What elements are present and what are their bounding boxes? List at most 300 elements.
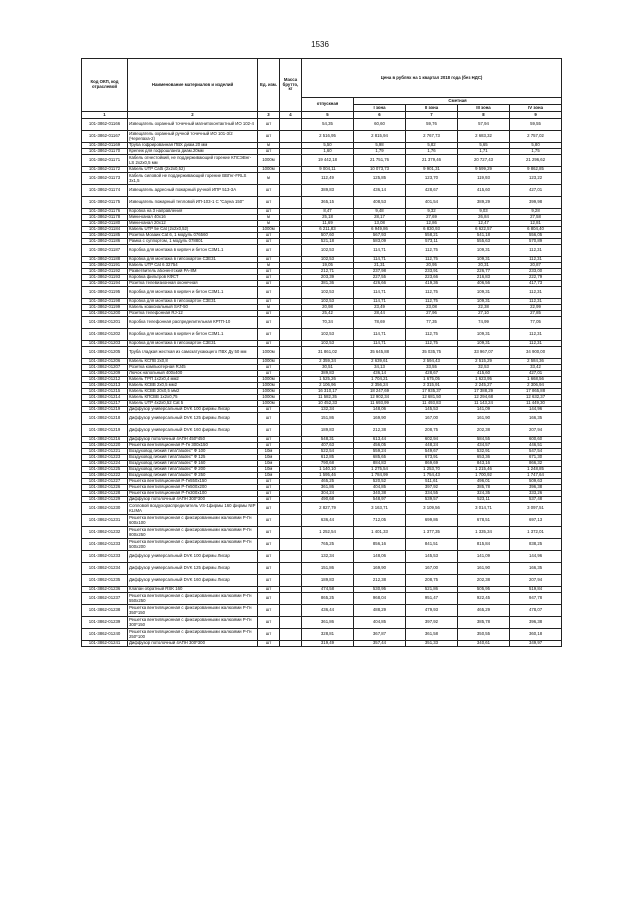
cell-code: 101-3862-01176 [82, 209, 128, 215]
cell-release-price: 19 442,18 [302, 155, 354, 167]
cell-name: Кабель UTP 4х2х0,52 Cat 5 [128, 401, 258, 407]
cell-zone-1-price: 1 275,54 [354, 467, 406, 473]
cell-release-price: 8,47 [302, 209, 354, 215]
cell-unit: 1000м [258, 227, 280, 233]
table-row [82, 173, 562, 185]
cell-code: 101-3862-01230 [82, 503, 128, 515]
column-number: 8 [458, 112, 510, 119]
cell-name: Розетка телефонная RJ-12 [128, 311, 258, 317]
cell-zone-3-price: 584,55 [458, 437, 510, 443]
cell-zone-2-price: 602,94 [406, 437, 458, 443]
cell-name: Коробка для монтажа в гипсокартон СЗЕ31 [128, 257, 258, 263]
cell-release-price: 365,15 [302, 197, 354, 209]
cell-zone-1-price: 559,24 [354, 449, 406, 455]
header-code: Код ОКП, код отраслевой [82, 59, 128, 112]
cell-zone-4-price: 77,05 [510, 317, 562, 329]
cell-name: Решетка вентиляционная с фиксированными жалюзями Р-Гн 250*100 [128, 629, 258, 641]
cell-unit: шт [258, 575, 280, 587]
cell-release-price: 1 525,26 [302, 377, 354, 383]
cell-unit: 1000м [258, 347, 280, 359]
cell-mass [280, 287, 302, 299]
cell-code: 101-3862-01236 [82, 587, 128, 593]
cell-code: 101-3862-01218 [82, 413, 128, 425]
cell-release-price: 436,44 [302, 605, 354, 617]
cell-zone-3-price: 1 215,46 [458, 467, 510, 473]
cell-zone-3-price: 3 014,71 [458, 503, 510, 515]
cell-unit: 10м [258, 449, 280, 455]
cell-code: 101-3862-01167 [82, 131, 128, 143]
cell-zone-4-price: 144,96 [510, 407, 562, 413]
cell-zone-2-price: 208,75 [406, 425, 458, 437]
cell-release-price: 407,63 [302, 443, 354, 449]
cell-code: 101-3862-01217 [82, 401, 128, 407]
cell-zone-3-price: 109,31 [458, 257, 510, 263]
cell-zone-4-price: 519,84 [510, 587, 562, 593]
cell-zone-2-price: 9 901,31 [406, 167, 458, 173]
cell-code: 101-3862-01201 [82, 317, 128, 329]
cell-zone-1-price: 35 645,88 [354, 347, 406, 359]
cell-mass [280, 551, 302, 563]
cell-unit: шт [258, 317, 280, 329]
cell-unit: 1000м [258, 383, 280, 389]
cell-release-price: 19,05 [302, 263, 354, 269]
cell-zone-1-price: 60,60 [354, 119, 406, 131]
cell-name: Кабель ТРП 1х2х0,4 мм2 [128, 377, 258, 383]
cell-zone-2-price: 21 379,46 [406, 155, 458, 167]
cell-zone-4-price: 671,30 [510, 455, 562, 461]
cell-zone-4-price: 349,97 [510, 641, 562, 647]
cell-code: 101-3862-01193 [82, 275, 128, 281]
cell-zone-2-price: 699,86 [406, 515, 458, 527]
table-row [82, 245, 562, 257]
table-row [82, 227, 562, 233]
cell-zone-1-price: 3 163,71 [354, 503, 406, 515]
table-row [82, 575, 562, 587]
cell-zone-1-price: 148,06 [354, 407, 406, 413]
cell-code: 101-3862-01207 [82, 365, 128, 371]
cell-code: 101-3862-01198 [82, 299, 128, 305]
table-row [82, 503, 562, 515]
cell-zone-4-price: 166,35 [510, 563, 562, 575]
cell-zone-2-price: 77,35 [406, 317, 458, 329]
cell-code: 101-3862-01220 [82, 443, 128, 449]
table-row [82, 437, 562, 443]
cell-release-price: 636,44 [302, 515, 354, 527]
header-price-title: Цена в рублях на 1 квартал 2018 года (без НДС) [302, 59, 562, 98]
table-body [82, 119, 562, 647]
cell-zone-1-price: 968,04 [354, 593, 406, 605]
cell-mass [280, 575, 302, 587]
header-zone-3: III зона [458, 105, 510, 112]
cell-zone-3-price: 141,09 [458, 407, 510, 413]
cell-zone-4-price: 17 865,88 [510, 389, 562, 395]
cell-unit: шт [258, 425, 280, 437]
cell-zone-3-price: 465,29 [458, 605, 510, 617]
cell-release-price: 189,83 [302, 425, 354, 437]
cell-zone-2-price: 951,47 [406, 593, 458, 605]
cell-zone-3-price: 555,63 [458, 239, 510, 245]
cell-zone-1-price: 125,85 [354, 173, 406, 185]
cell-unit: 1000м [258, 395, 280, 401]
cell-zone-3-price: 523,11 [458, 497, 510, 503]
cell-zone-1-price: 227,55 [354, 275, 406, 281]
cell-zone-1-price: 21 751,76 [354, 155, 406, 167]
cell-release-price: 102,53 [302, 299, 354, 305]
cell-code: 101-3862-01205 [82, 347, 128, 359]
cell-zone-2-price: 123,70 [406, 173, 458, 185]
cell-release-price: 11 582,35 [302, 395, 354, 401]
cell-name: Диффузор потолочный 4АПН 300*300 [128, 497, 258, 503]
cell-zone-4-price: 2 584,36 [510, 359, 562, 365]
cell-zone-2-price: 1 377,35 [406, 527, 458, 539]
cell-unit: шт [258, 185, 280, 197]
cell-zone-2-price: 112,75 [406, 329, 458, 341]
cell-name: Коробка для монтажа в гипсокартон СЗЕ31 [128, 299, 258, 305]
cell-zone-1-price: 436,14 [354, 185, 406, 197]
table-row [82, 641, 562, 647]
cell-mass [280, 317, 302, 329]
cell-unit: шт [258, 437, 280, 443]
cell-name: Коробка телефонная распределительная КРТП-10 [128, 317, 258, 329]
cell-zone-4-price: 1 372,01 [510, 527, 562, 539]
header-zone-4: IV зона [510, 105, 562, 112]
table-row [82, 299, 562, 305]
cell-unit: 1000м [258, 359, 280, 365]
cell-zone-3-price: 406,56 [458, 281, 510, 287]
cell-name: Решетка вентиляционная Р-Гн300х100 [128, 491, 258, 497]
table-row [82, 407, 562, 413]
cell-zone-1-price: 884,83 [354, 461, 406, 467]
cell-zone-2-price: 549,67 [406, 449, 458, 455]
cell-unit: шт [258, 311, 280, 317]
cell-release-price: 361,86 [302, 485, 354, 491]
cell-code: 101-3862-01188 [82, 257, 128, 263]
cell-release-price: 189,83 [302, 575, 354, 587]
cell-release-price: 507,60 [302, 233, 354, 239]
cell-zone-3-price: 32,53 [458, 365, 510, 371]
cell-mass [280, 131, 302, 143]
cell-unit: шт [258, 209, 280, 215]
cell-zone-1-price: 9,48 [354, 209, 406, 215]
cell-code: 101-3862-01216 [82, 437, 128, 443]
cell-code: 101-3862-01203 [82, 341, 128, 347]
cell-mass [280, 641, 302, 647]
cell-zone-4-price: 427,01 [510, 371, 562, 377]
cell-mass [280, 629, 302, 641]
cell-zone-4-price: 1 248,85 [510, 467, 562, 473]
cell-unit: м [258, 215, 280, 221]
cell-name: Кабель UTP Cat5 (2х2х0,52) [128, 167, 258, 173]
cell-release-price: 102,53 [302, 245, 354, 257]
cell-release-price: 474,58 [302, 587, 354, 593]
cell-release-price: 203,39 [302, 275, 354, 281]
cell-zone-4-price: 556,05 [510, 233, 562, 239]
cell-zone-1-price: 212,38 [354, 425, 406, 437]
cell-zone-4-price: 446,51 [510, 443, 562, 449]
cell-zone-1-price: 78,69 [354, 317, 406, 329]
cell-zone-1-price: 5,98 [354, 143, 406, 149]
cell-zone-3-price: 1 700,92 [458, 473, 510, 479]
table-row [82, 497, 562, 503]
cell-code: 101-3862-01195 [82, 287, 128, 299]
cell-zone-3-price: 415,60 [458, 185, 510, 197]
cell-zone-2-price: 1 675,05 [406, 377, 458, 383]
cell-unit: шт [258, 641, 280, 647]
cell-zone-2-price: 1 253,70 [406, 467, 458, 473]
cell-mass [280, 119, 302, 131]
cell-zone-2-price: 448,24 [406, 443, 458, 449]
cell-zone-3-price: 9 599,29 [458, 167, 510, 173]
cell-zone-3-price: 27,10 [458, 311, 510, 317]
table-row [82, 593, 562, 605]
cell-zone-2-price: 11 493,83 [406, 401, 458, 407]
cell-unit: шт [258, 299, 280, 305]
cell-name: Диффузор универсальный DVK 100 фирмы Лисар [128, 407, 258, 413]
cell-name: Решетка вентиляционная Р-Гн500х200 [128, 485, 258, 491]
cell-unit: шт [258, 563, 280, 575]
cell-zone-4-price: 207,94 [510, 575, 562, 587]
cell-zone-1-price: 488,29 [354, 605, 406, 617]
cell-mass [280, 347, 302, 359]
cell-zone-1-price: 367,87 [354, 629, 406, 641]
cell-zone-4-price: 547,54 [510, 449, 562, 455]
table-row [82, 539, 562, 551]
cell-release-price: 304,24 [302, 491, 354, 497]
cell-zone-2-price: 479,93 [406, 605, 458, 617]
cell-zone-2-price: 20,95 [406, 263, 458, 269]
cell-zone-2-price: 12,86 [406, 221, 458, 227]
cell-release-price: 151,86 [302, 413, 354, 425]
cell-zone-4-price: 21 296,62 [510, 155, 562, 167]
cell-unit: шт [258, 281, 280, 287]
cell-zone-2-price: 2 594,43 [406, 359, 458, 365]
cell-zone-3-price: 109,31 [458, 287, 510, 299]
cell-zone-1-price: 583,09 [354, 239, 406, 245]
cell-zone-4-price: 2 757,02 [510, 131, 562, 143]
cell-mass [280, 329, 302, 341]
table-row [82, 275, 562, 281]
cell-code: 101-3862-01202 [82, 329, 128, 341]
cell-name: Извещатель охранный точечный магнитоконтактный ИО 102-4 [128, 119, 258, 131]
table-row [82, 185, 562, 197]
cell-release-price: 328,81 [302, 629, 354, 641]
cell-zone-3-price: 350,55 [458, 629, 510, 641]
cell-release-price: 548,31 [302, 437, 354, 443]
cell-code: 101-3862-01221 [82, 449, 128, 455]
cell-name: Извещатель охранный ручной точечный ИО 101-3/2 (Черепаха-2) [128, 131, 258, 143]
cell-zone-2-price: 334,55 [406, 491, 458, 497]
cell-code: 101-3862-01187 [82, 245, 128, 257]
cell-zone-3-price: 20 727,43 [458, 155, 510, 167]
cell-code: 101-3862-01235 [82, 575, 128, 587]
cell-zone-1-price: 114,71 [354, 287, 406, 299]
cell-zone-3-price: 202,38 [458, 425, 510, 437]
cell-zone-2-price: 112,75 [406, 341, 458, 347]
cell-mass [280, 245, 302, 257]
cell-zone-3-price: 109,31 [458, 299, 510, 305]
cell-name: Воздуховод гибкий типа"aludec" Ф 200 [128, 467, 258, 473]
cell-zone-2-price: 145,53 [406, 551, 458, 563]
cell-code: 101-3862-01171 [82, 155, 128, 167]
cell-unit: шт [258, 131, 280, 143]
cell-zone-1-price: 114,71 [354, 245, 406, 257]
cell-zone-2-price: 167,00 [406, 413, 458, 425]
cell-name: Диффузор потолочный 4АПН 450*450 [128, 437, 258, 443]
cell-zone-1-price: 148,06 [354, 551, 406, 563]
cell-zone-1-price: 1 704,21 [354, 377, 406, 383]
cell-zone-2-price: 145,53 [406, 407, 458, 413]
cell-zone-4-price: 360,18 [510, 629, 562, 641]
column-number: 5 [302, 112, 354, 119]
cell-release-price: 11,69 [302, 221, 354, 227]
cell-release-price: 389,83 [302, 371, 354, 377]
cell-zone-3-price: 109,31 [458, 245, 510, 257]
cell-zone-1-price: 114,71 [354, 341, 406, 347]
cell-name: Воздуховод гибкий типа"aludec" Ф 250 [128, 473, 258, 479]
table-row [82, 119, 562, 131]
cell-release-price: 381,36 [302, 281, 354, 287]
cell-zone-4-price: 112,31 [510, 245, 562, 257]
table-row [82, 329, 562, 341]
cell-code: 101-3862-01186 [82, 239, 128, 245]
table-row [82, 155, 562, 167]
cell-unit: шт [258, 239, 280, 245]
cell-name: Кабель КСВВ 2х0,5 мм2 [128, 383, 258, 389]
cell-zone-1-price: 28,17 [354, 215, 406, 221]
cell-zone-3-price: 161,90 [458, 563, 510, 575]
table-row [82, 449, 562, 455]
table-row [82, 551, 562, 563]
cell-code: 101-3862-01233 [82, 539, 128, 551]
cell-code: 101-3862-01232 [82, 527, 128, 539]
cell-zone-2-price: 521,86 [406, 587, 458, 593]
table-row [82, 425, 562, 437]
cell-unit: шт [258, 413, 280, 425]
cell-release-price: 765,25 [302, 539, 354, 551]
table-row [82, 473, 562, 479]
cell-code: 101-3862-01240 [82, 629, 128, 641]
cell-name: Решетка вентиляционная Р-Гн550х150 [128, 479, 258, 485]
cell-zone-2-price: 539,57 [406, 497, 458, 503]
table-row [82, 389, 562, 395]
cell-name: Кабель силовой не поддерживающий горение ВВГнг-FRLS 3х1,5 [128, 173, 258, 185]
cell-release-price: 102,53 [302, 329, 354, 341]
cell-zone-4-price: 27,58 [510, 215, 562, 221]
cell-name: Диффузор универсальный DVK 125 фирмы Лисар [128, 413, 258, 425]
cell-code: 101-3862-01174 [82, 185, 128, 197]
column-number-row [82, 112, 562, 119]
cell-zone-3-price: 9,03 [458, 209, 510, 215]
table-row [82, 629, 562, 641]
cell-release-price: 16 310,17 [302, 389, 354, 395]
cell-zone-4-price: 2 306,94 [510, 383, 562, 389]
cell-mass [280, 173, 302, 185]
cell-unit: м [258, 263, 280, 269]
cell-zone-2-price: 112,75 [406, 287, 458, 299]
cell-zone-4-price: 866,32 [510, 461, 562, 467]
cell-unit: шт [258, 371, 280, 377]
cell-zone-1-price: 685,65 [354, 455, 406, 461]
cell-zone-3-price: 12,47 [458, 221, 510, 227]
cell-zone-2-price: 397,92 [406, 485, 458, 491]
cell-code: 101-3862-01226 [82, 485, 128, 491]
cell-release-price: 521,18 [302, 239, 354, 245]
cell-unit: шт [258, 365, 280, 371]
cell-zone-2-price: 428,67 [406, 185, 458, 197]
cell-zone-4-price: 207,94 [510, 425, 562, 437]
cell-zone-3-price: 202,38 [458, 575, 510, 587]
cell-mass [280, 605, 302, 617]
table-row [82, 455, 562, 461]
cell-code: 101-3862-01219 [82, 407, 128, 413]
cell-zone-2-price: 419,36 [406, 281, 458, 287]
cell-code: 101-3862-01184 [82, 227, 128, 233]
cell-name: Кабель UTP 5е Cat (2х2х0,52) [128, 227, 258, 233]
cell-code: 101-3862-01233 [82, 551, 128, 563]
cell-unit: м [258, 221, 280, 227]
cell-zone-4-price: 1 747,64 [510, 473, 562, 479]
cell-name: Извещатель пожарный тепловой ИП-103-1 С "Сауна 150" [128, 197, 258, 209]
cell-zone-4-price: 399,98 [510, 197, 562, 209]
cell-zone-2-price: 12 681,50 [406, 395, 458, 401]
cell-release-price: 790,68 [302, 461, 354, 467]
cell-zone-4-price: 12 632,37 [510, 395, 562, 401]
cell-zone-2-price: 401,54 [406, 197, 458, 209]
cell-zone-4-price: 112,31 [510, 287, 562, 299]
cell-zone-4-price: 233,00 [510, 269, 562, 275]
table-row [82, 413, 562, 425]
cell-name: Кабель UTP Cat 6 32754 [128, 263, 258, 269]
cell-release-price: 132,34 [302, 551, 354, 563]
cell-zone-1-price: 12 902,34 [354, 395, 406, 401]
cell-zone-2-price: 5,82 [406, 143, 458, 149]
cell-zone-2-price: 223,66 [406, 275, 458, 281]
cell-unit: шт [258, 617, 280, 629]
cell-zone-4-price: 570,89 [510, 239, 562, 245]
cell-zone-3-price: 6 622,57 [458, 227, 510, 233]
cell-zone-3-price: 17 388,29 [458, 389, 510, 395]
cell-zone-4-price: 112,31 [510, 257, 562, 263]
cell-zone-3-price: 678,51 [458, 515, 510, 527]
cell-unit: шт [258, 503, 280, 515]
cell-unit: шт [258, 257, 280, 263]
cell-zone-2-price: 233,91 [406, 269, 458, 275]
column-number: 1 [82, 112, 128, 119]
cell-unit: шт [258, 443, 280, 449]
cell-zone-3-price: 815,84 [458, 539, 510, 551]
cell-zone-1-price: 613,44 [354, 437, 406, 443]
cell-release-price: 522,54 [302, 449, 354, 455]
cell-zone-1-price: 212,38 [354, 575, 406, 587]
cell-zone-3-price: 415,60 [458, 371, 510, 377]
cell-zone-2-price: 17 935,37 [406, 389, 458, 395]
cell-release-price: 2 106,96 [302, 383, 354, 389]
cell-zone-2-price: 2 767,73 [406, 131, 458, 143]
cell-zone-2-price: 59,76 [406, 119, 458, 131]
cell-mass [280, 425, 302, 437]
cell-name: Решетка вентиляционная с фиксированными жалюзями Р-Гн 350*150 [128, 605, 258, 617]
table-row [82, 197, 562, 209]
cell-unit: шт [258, 515, 280, 527]
cell-release-price: 112,49 [302, 173, 354, 185]
table-row [82, 563, 562, 575]
cell-code: 101-3862-01237 [82, 593, 128, 605]
cell-zone-3-price: 161,90 [458, 413, 510, 425]
cell-code: 101-3862-01229 [82, 497, 128, 503]
cell-zone-2-price: 33,55 [406, 365, 458, 371]
cell-mass [280, 185, 302, 197]
cell-unit: м [258, 143, 280, 149]
